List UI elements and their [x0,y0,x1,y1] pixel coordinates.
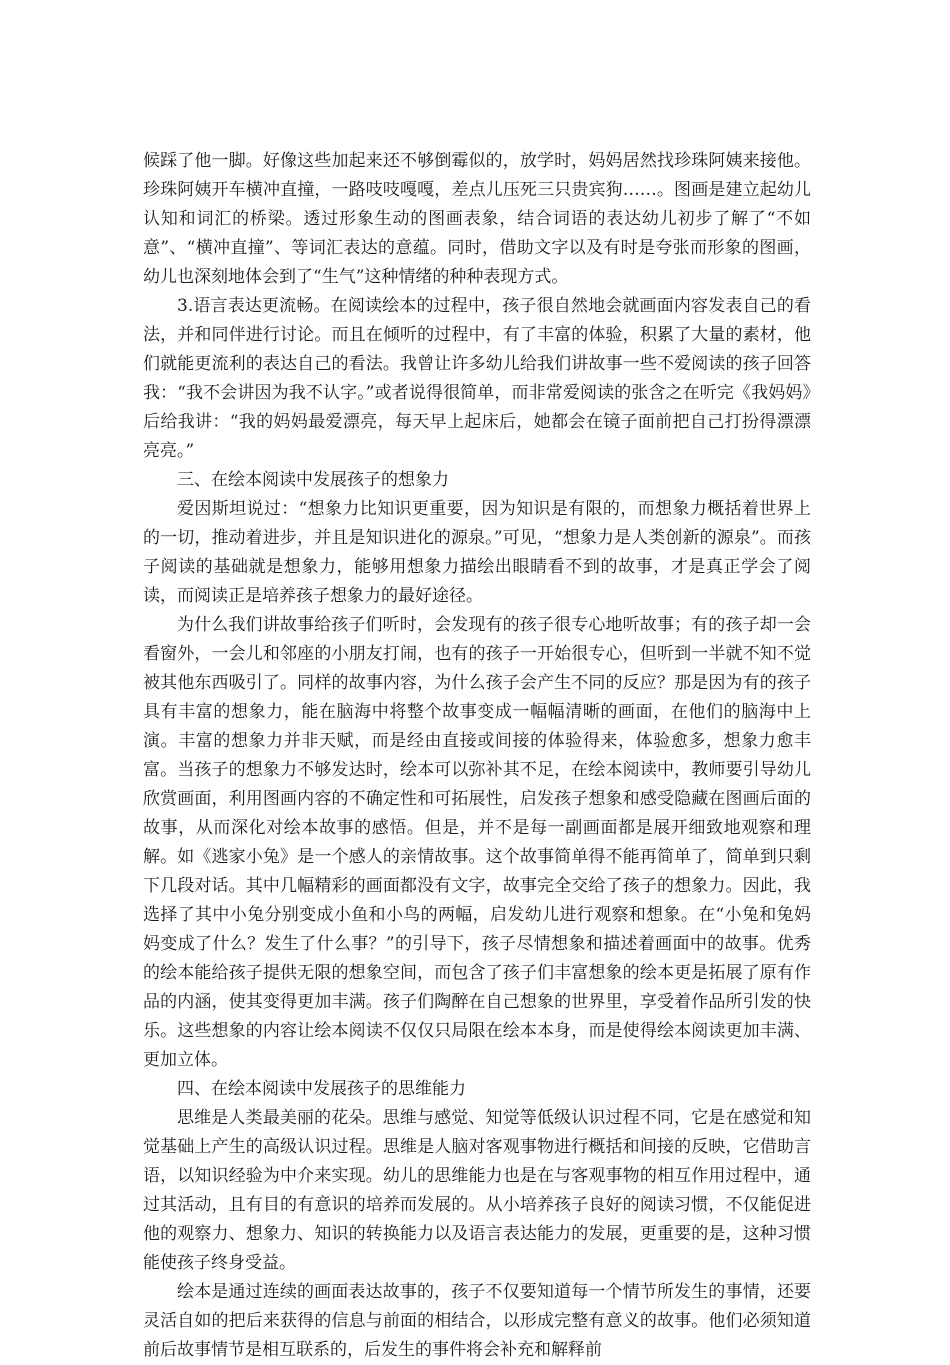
paragraph-continued: 候踩了他一脚。好像这些加起来还不够倒霉似的，放学时，妈妈居然找珍珠阿姨来接他。珍珠阿姨开车横冲直撞，一路吱吱嘎嘎，差点儿压死三只贵宾狗……。图画是建立起幼儿认知和词汇的桥梁。透过形象生动的图画表象，结合词语的表达幼儿初步了解了“不如意”、“横冲直撞”、等词汇表达的意蕴。同时，借助文字以及有时是夸张而形象的图画，幼儿也深刻地体会到了“生气”这种情绪的种种表现方式。 [143,151,811,287]
section-heading-imagination: 三、在绘本阅读中发展孩子的想象力 [177,470,449,490]
paragraph-thinking-definition: 思维是人类最美丽的花朵。思维与感觉、知觉等低级认识过程不同，它是在感觉和知觉基础上产生的高级认识过程。思维是人脑对客观事物进行概括和间接的反映，它借助言语，以知识经验为中介来实现。幼儿的思维能力也是在与客观事物的相互作用过程中，通过其活动，且有目的有意识的培养而发展的。从小培养孩子良好的阅读习惯，不仅能促进他的观察力、想象力、知识的转换能力以及语言表达能力的发展，更重要的是，这种习惯能使孩子终身受益。 [143,1108,811,1273]
document-page [143,147,811,1365]
section-heading-thinking: 四、在绘本阅读中发展孩子的思维能力 [177,1079,466,1099]
paragraph-imagination-story: 为什么我们讲故事给孩子们听时，会发现有的孩子很专心地听故事；有的孩子却一会看窗外，一会儿和邻座的小朋友打闹，也有的孩子一开始很专心，但听到一半就不知不觉被其他东西吸引了。同样的故事内容，为什么孩子会产生不同的反应？那是因为有的孩子具有丰富的想象力，能在脑海中将整个故事变成一幅幅清晰的画面，在他们的脑海中上演。丰富的想象力并非天赋，而是经由直接或间接的体验得来，体验愈多，想象力愈丰富。当孩子的想象力不够发达时，绘本可以弥补其不足，在绘本阅读中，教师要引导幼儿欣赏画面，利用图画内容的不确定性和可拓展性，启发孩子想象和感受隐藏在图画后面的故事，从而深化对绘本故事的感悟。但是，并不是每一副画面都是展开细致地观察和理解。如《逃家小兔》是一个感人的亲情故事。这个故事简单得不能再简单了，简单到只剩下几段对话。其中几幅精彩的画面都没有文字，故事完全交给了孩子的想象力。因此，我选择了其中小兔分别变成小鱼和小鸟的两幅，启发幼儿进行观察和想象。在“小兔和兔妈妈变成了什么？发生了什么事？”的引导下，孩子尽情想象和描述着画面中的故事。优秀的绘本能给孩子提供无限的想象空间，而包含了孩子们丰富想象的绘本更是拓展了原有作品的内涵，使其变得更加丰满。孩子们陶醉在自己想象的世界里，享受着作品所引发的快乐。这些想象的内容让绘本阅读不仅仅只局限在绘本本身，而是使得绘本阅读更加丰满、更加立体。 [143,615,811,1070]
paragraph-language-expression: 3.语言表达更流畅。在阅读绘本的过程中，孩子很自然地会就画面内容发表自己的看法，并和同伴进行讨论。而且在倾听的过程中，有了丰富的体验，积累了大量的素材，他们就能更流利的表达自己的看法。我曾让许多幼儿给我们讲故事一些不爱阅读的孩子回答我：“我不会讲因为我不认字。”或者说得很简单，而非常爱阅读的张含之在听完《我妈妈》后给我讲：“我的妈妈最爱漂亮，每天早上起床后，她都会在镜子面前把自己打扮得漂漂亮亮。” [143,296,811,461]
paragraph-picture-book-sequence: 绘本是通过连续的画面表达故事的，孩子不仅要知道每一个情节所发生的事情，还要灵活自如的把后来获得的信息与前面的相结合，以形成完整有意义的故事。他们必须知道前后故事情节是相互联系的，后发生的事件将会补充和解释前 [143,1282,811,1360]
paragraph-einstein-quote: 爱因斯坦说过：“想象力比知识更重要，因为知识是有限的，而想象力概括着世界上的一切，推动着进步，并且是知识进化的源泉。”可见，“想象力是人类创新的源泉”。而孩子阅读的基础就是想象力，能够用想象力描绘出眼睛看不到的故事，才是真正学会了阅读，而阅读正是培养孩子想象力的最好途径。 [143,499,811,606]
